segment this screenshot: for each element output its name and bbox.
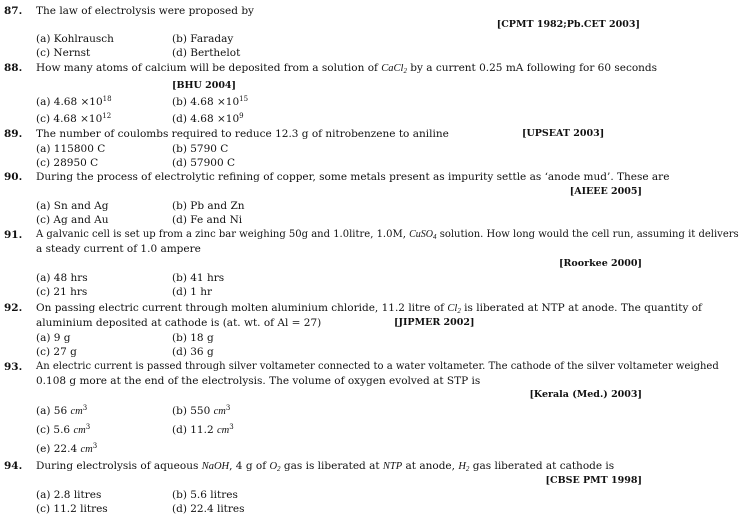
exam-source: [UPSEAT 2003] — [522, 128, 605, 139]
exam-source: [AIEEE 2005] — [569, 186, 642, 197]
exam-source: [BHU 2004] — [172, 80, 237, 91]
question-number: 88. — [4, 62, 23, 74]
question-text: During electrolysis of aqueous NaOH, 4 g of $O_2$ gas is liberated at NTP at anode, $H_2$ gas liberated at cathode is — [36, 460, 615, 473]
option-a: (a) $4.68 \times 10^{18}$ — [36, 95, 112, 108]
question-text-line2: a steady current of 1.0 ampere — [36, 243, 201, 255]
option-d: (d) 57900 C — [172, 157, 236, 169]
exam-source: [Roorkee 2000] — [559, 258, 642, 269]
question-text: During the process of electrolytic refining of copper, some metals present as impurity settle as ‘anode mud’. These are — [36, 171, 670, 183]
question-number: 91. — [4, 229, 23, 241]
question-text: The law of electrolysis were proposed by — [36, 5, 254, 17]
option-d: (d) 11.2 $cm^3$ — [172, 423, 234, 436]
question-text: An electric current is passed through silver voltameter connected to a water voltameter. The cathode of the silver voltameter weighed — [36, 361, 719, 372]
option-b: (b) 550 $cm^3$ — [172, 404, 231, 417]
option-b: (b) 41 hrs — [172, 272, 225, 284]
option-b: (b) 5.6 litres — [172, 489, 238, 501]
option-c: (c) 5.6 $cm^3$ — [36, 423, 91, 436]
question-text: On passing electric current through molten aluminium chloride, 11.2 litre of $Cl_2$ is liberated at NTP at anode. The quantity of — [36, 302, 702, 315]
option-a: (a) 56 $cm^3$ — [36, 404, 88, 417]
option-c: (c) 21 hrs — [36, 286, 88, 298]
exam-source: [CBSE PMT 1998] — [545, 475, 642, 486]
option-c: (c) 27 g — [36, 346, 77, 358]
option-b: (b) Pb and Zn — [172, 200, 245, 212]
exam-source: [CPMT 1982;Pb.CET 2003] — [496, 19, 640, 30]
question-number: 92. — [4, 302, 23, 314]
option-c: (c) Ag and Au — [36, 214, 109, 226]
option-a: (a) 2.8 litres — [36, 489, 102, 501]
question-text: The number of coulombs required to reduce 12.3 g of nitrobenzene to aniline — [36, 128, 449, 140]
option-d: (d) $4.68 \times 10^9$ — [172, 112, 244, 125]
option-a: (a) Sn and Ag — [36, 200, 109, 212]
option-b: (b) 5790 C — [172, 143, 229, 155]
option-d: (d) 22.4 litres — [172, 503, 245, 515]
question-number: 90. — [4, 171, 23, 183]
option-c: (c) 28950 C — [36, 157, 99, 169]
question-number: 87. — [4, 5, 23, 17]
question-text-line2: aluminium deposited at cathode is (at. wt. of Al = 27) — [36, 317, 322, 329]
option-d: (d) Berthelot — [172, 47, 241, 59]
exam-source: [JIPMER 2002] — [394, 317, 475, 328]
question-number: 94. — [4, 460, 23, 472]
question-text-line2: 0.108 g more at the end of the electrolysis. The volume of oxygen evolved at STP is — [36, 375, 481, 387]
question-number: 89. — [4, 128, 23, 140]
option-e: (e) 22.4 $cm^3$ — [36, 442, 98, 455]
option-d: (d) 36 g — [172, 346, 214, 358]
option-a: (a) 48 hrs — [36, 272, 88, 284]
option-a: (a) 115800 C — [36, 143, 106, 155]
question-number: 93. — [4, 361, 23, 373]
option-c: (c) $4.68 \times 10^{12}$ — [36, 112, 112, 125]
exam-source: [Kerala (Med.) 2003] — [529, 389, 642, 400]
question-text: How many atoms of calcium will be deposited from a solution of CaCl$_2$ by a current 0.25 mA following for 60 seconds — [36, 62, 658, 75]
option-b: (b) Faraday — [172, 33, 234, 45]
option-b: (b) $4.68 \times 10^{15}$ — [172, 95, 249, 108]
option-d: (d) 1 hr — [172, 286, 213, 298]
option-a: (a) Kohlrausch — [36, 33, 114, 45]
option-c: (c) Nernst — [36, 47, 91, 59]
option-b: (b) 18 g — [172, 332, 214, 344]
option-a: (a) 9 g — [36, 332, 71, 344]
question-text: A galvanic cell is set up from a zinc bar weighing 50g and 1.0litre, 1.0M, CuSO$_4$ solution. How long would the cell run, assuming it delivers — [36, 229, 739, 241]
option-d: (d) Fe and Ni — [172, 214, 243, 226]
option-c: (c) 11.2 litres — [36, 503, 108, 515]
